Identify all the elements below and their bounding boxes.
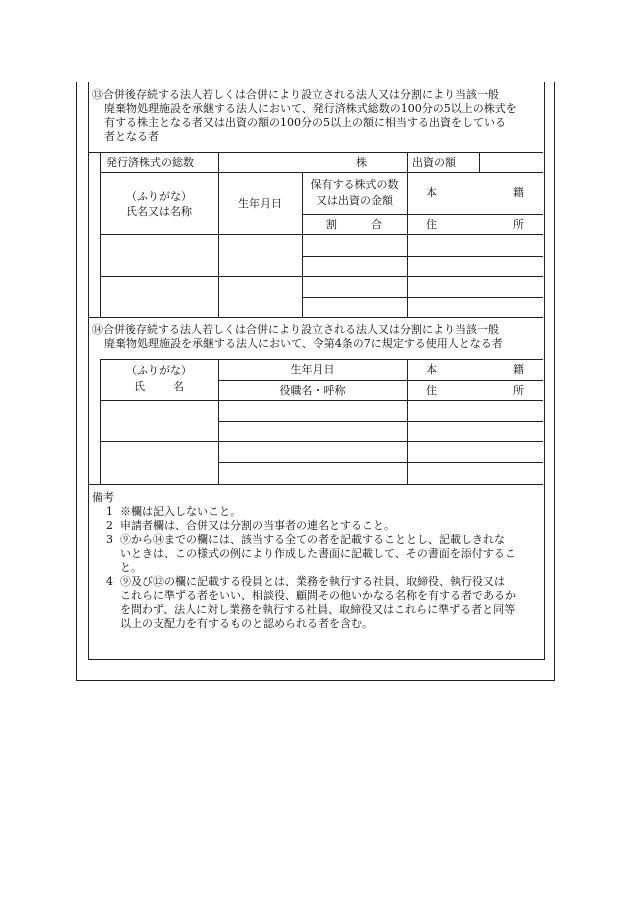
name-label-char: 名 — [173, 380, 184, 393]
table-rule — [218, 359, 219, 484]
table-rule — [88, 152, 543, 153]
table-rule — [100, 234, 543, 235]
address-label — [426, 218, 524, 232]
table-rule — [218, 152, 219, 317]
shares-unit: 株 — [356, 156, 367, 169]
furigana-label: （ふりがな） — [126, 190, 192, 203]
section13-title-line: 廃棄物処理施設を承継する法人において、発行済株式総数の100分の5以上の株式を — [104, 102, 517, 115]
holdings-label: 保有する株式の数 — [310, 178, 399, 191]
capital-label: 出資の額 — [412, 156, 456, 169]
table-rule — [218, 380, 543, 381]
table-rule — [218, 421, 543, 422]
note-item — [92, 533, 542, 575]
table-rule — [302, 297, 543, 298]
section13-title — [92, 88, 542, 144]
ratio-label-char: 合 — [371, 218, 382, 231]
table-rule — [100, 152, 101, 317]
section13-title-line: 有する株主となる者又は出資の額の100分の5以上の額に相当する出資をしている — [104, 116, 506, 129]
section13-title-line: ⑬合併後存続する法人若しくは合併により設立される法人又は分割により当該一般 — [92, 88, 499, 101]
table-rule — [100, 359, 543, 360]
section-divider — [88, 317, 543, 318]
section-divider — [88, 484, 543, 485]
notes-section — [92, 491, 542, 631]
section14-title-line: ⑭合併後存続する法人若しくは合併により設立される法人又は分割により当該一般 — [92, 323, 499, 336]
ratio-label-char: 割 — [326, 218, 337, 231]
note-number: 2 — [106, 519, 113, 532]
address-label-char: 住 — [426, 218, 437, 231]
note-line: ⑨から⑭までの欄には、該当する全ての者を記載することとし、記載しきれな — [120, 533, 505, 546]
note-item — [92, 575, 542, 631]
note-line: いときは、この様式の例により作成した書面に記載して、その書面を添付するこ — [120, 547, 516, 560]
note-line: と。 — [120, 561, 142, 574]
table-rule — [100, 400, 543, 401]
domicile-label-char: 籍 — [513, 363, 524, 376]
note-line: ⑨及び⑫の欄に記載する役員とは、業務を執行する社員、取締役、執行役又は — [120, 575, 505, 588]
furigana-label: （ふりがな） — [126, 364, 192, 377]
section14-title-line: 廃棄物処理施設を承継する法人において、令第4条の7に規定する使用人となる者 — [104, 337, 503, 350]
table-rule — [100, 172, 543, 173]
note-item — [92, 519, 542, 533]
table-rule — [100, 276, 543, 277]
holdings-label: 又は出資の金額 — [316, 194, 393, 207]
note-line: これらに準ずる者をいい、相談役、顧問その他いかなる名称を有する者であるか — [120, 589, 516, 602]
table-rule — [302, 214, 543, 215]
domicile-label-char: 籍 — [513, 186, 524, 199]
note-line: ※欄は記入しないこと。 — [120, 505, 241, 518]
table-rule — [302, 256, 543, 257]
table-rule — [479, 152, 480, 172]
table-rule — [218, 462, 543, 463]
table-rule — [100, 441, 543, 442]
note-item — [92, 505, 542, 519]
note-line: 申請者欄は、合併又は分割の当事者の連名とすること。 — [120, 519, 395, 532]
domicile-label-char: 本 — [426, 186, 437, 199]
section14-title — [92, 323, 542, 351]
name-label-char: 氏 — [134, 380, 145, 393]
birthdate-label: 生年月日 — [238, 197, 282, 210]
domicile-label-char: 本 — [426, 363, 437, 376]
domicile-label — [426, 363, 524, 377]
address-label-char: 所 — [513, 384, 524, 397]
note-line: 以上の支配力を有するものと認められる者を含む。 — [120, 617, 373, 630]
name-label: 氏名又は名称 — [126, 205, 192, 218]
ratio-label — [326, 218, 382, 232]
domicile-label — [426, 186, 524, 200]
table-rule — [407, 152, 408, 317]
name-label — [134, 380, 184, 394]
note-line: を問わず、法人に対し業務を執行する社員、取締役又はこれらに準ずる者と同等 — [120, 603, 516, 616]
address-label-char: 住 — [426, 384, 437, 397]
position-label: 役職名・呼称 — [279, 384, 346, 397]
note-number: 1 — [106, 505, 113, 518]
address-label-char: 所 — [513, 218, 524, 231]
notes-heading: 備考 — [92, 491, 114, 504]
section13-title-line: 者となる者 — [104, 130, 159, 143]
total-shares-label: 発行済株式の総数 — [106, 156, 194, 169]
birthdate-label: 生年月日 — [290, 363, 335, 376]
table-rule — [407, 359, 408, 484]
note-number: 4 — [106, 575, 113, 588]
note-number: 3 — [106, 533, 113, 546]
address-label — [426, 384, 524, 398]
